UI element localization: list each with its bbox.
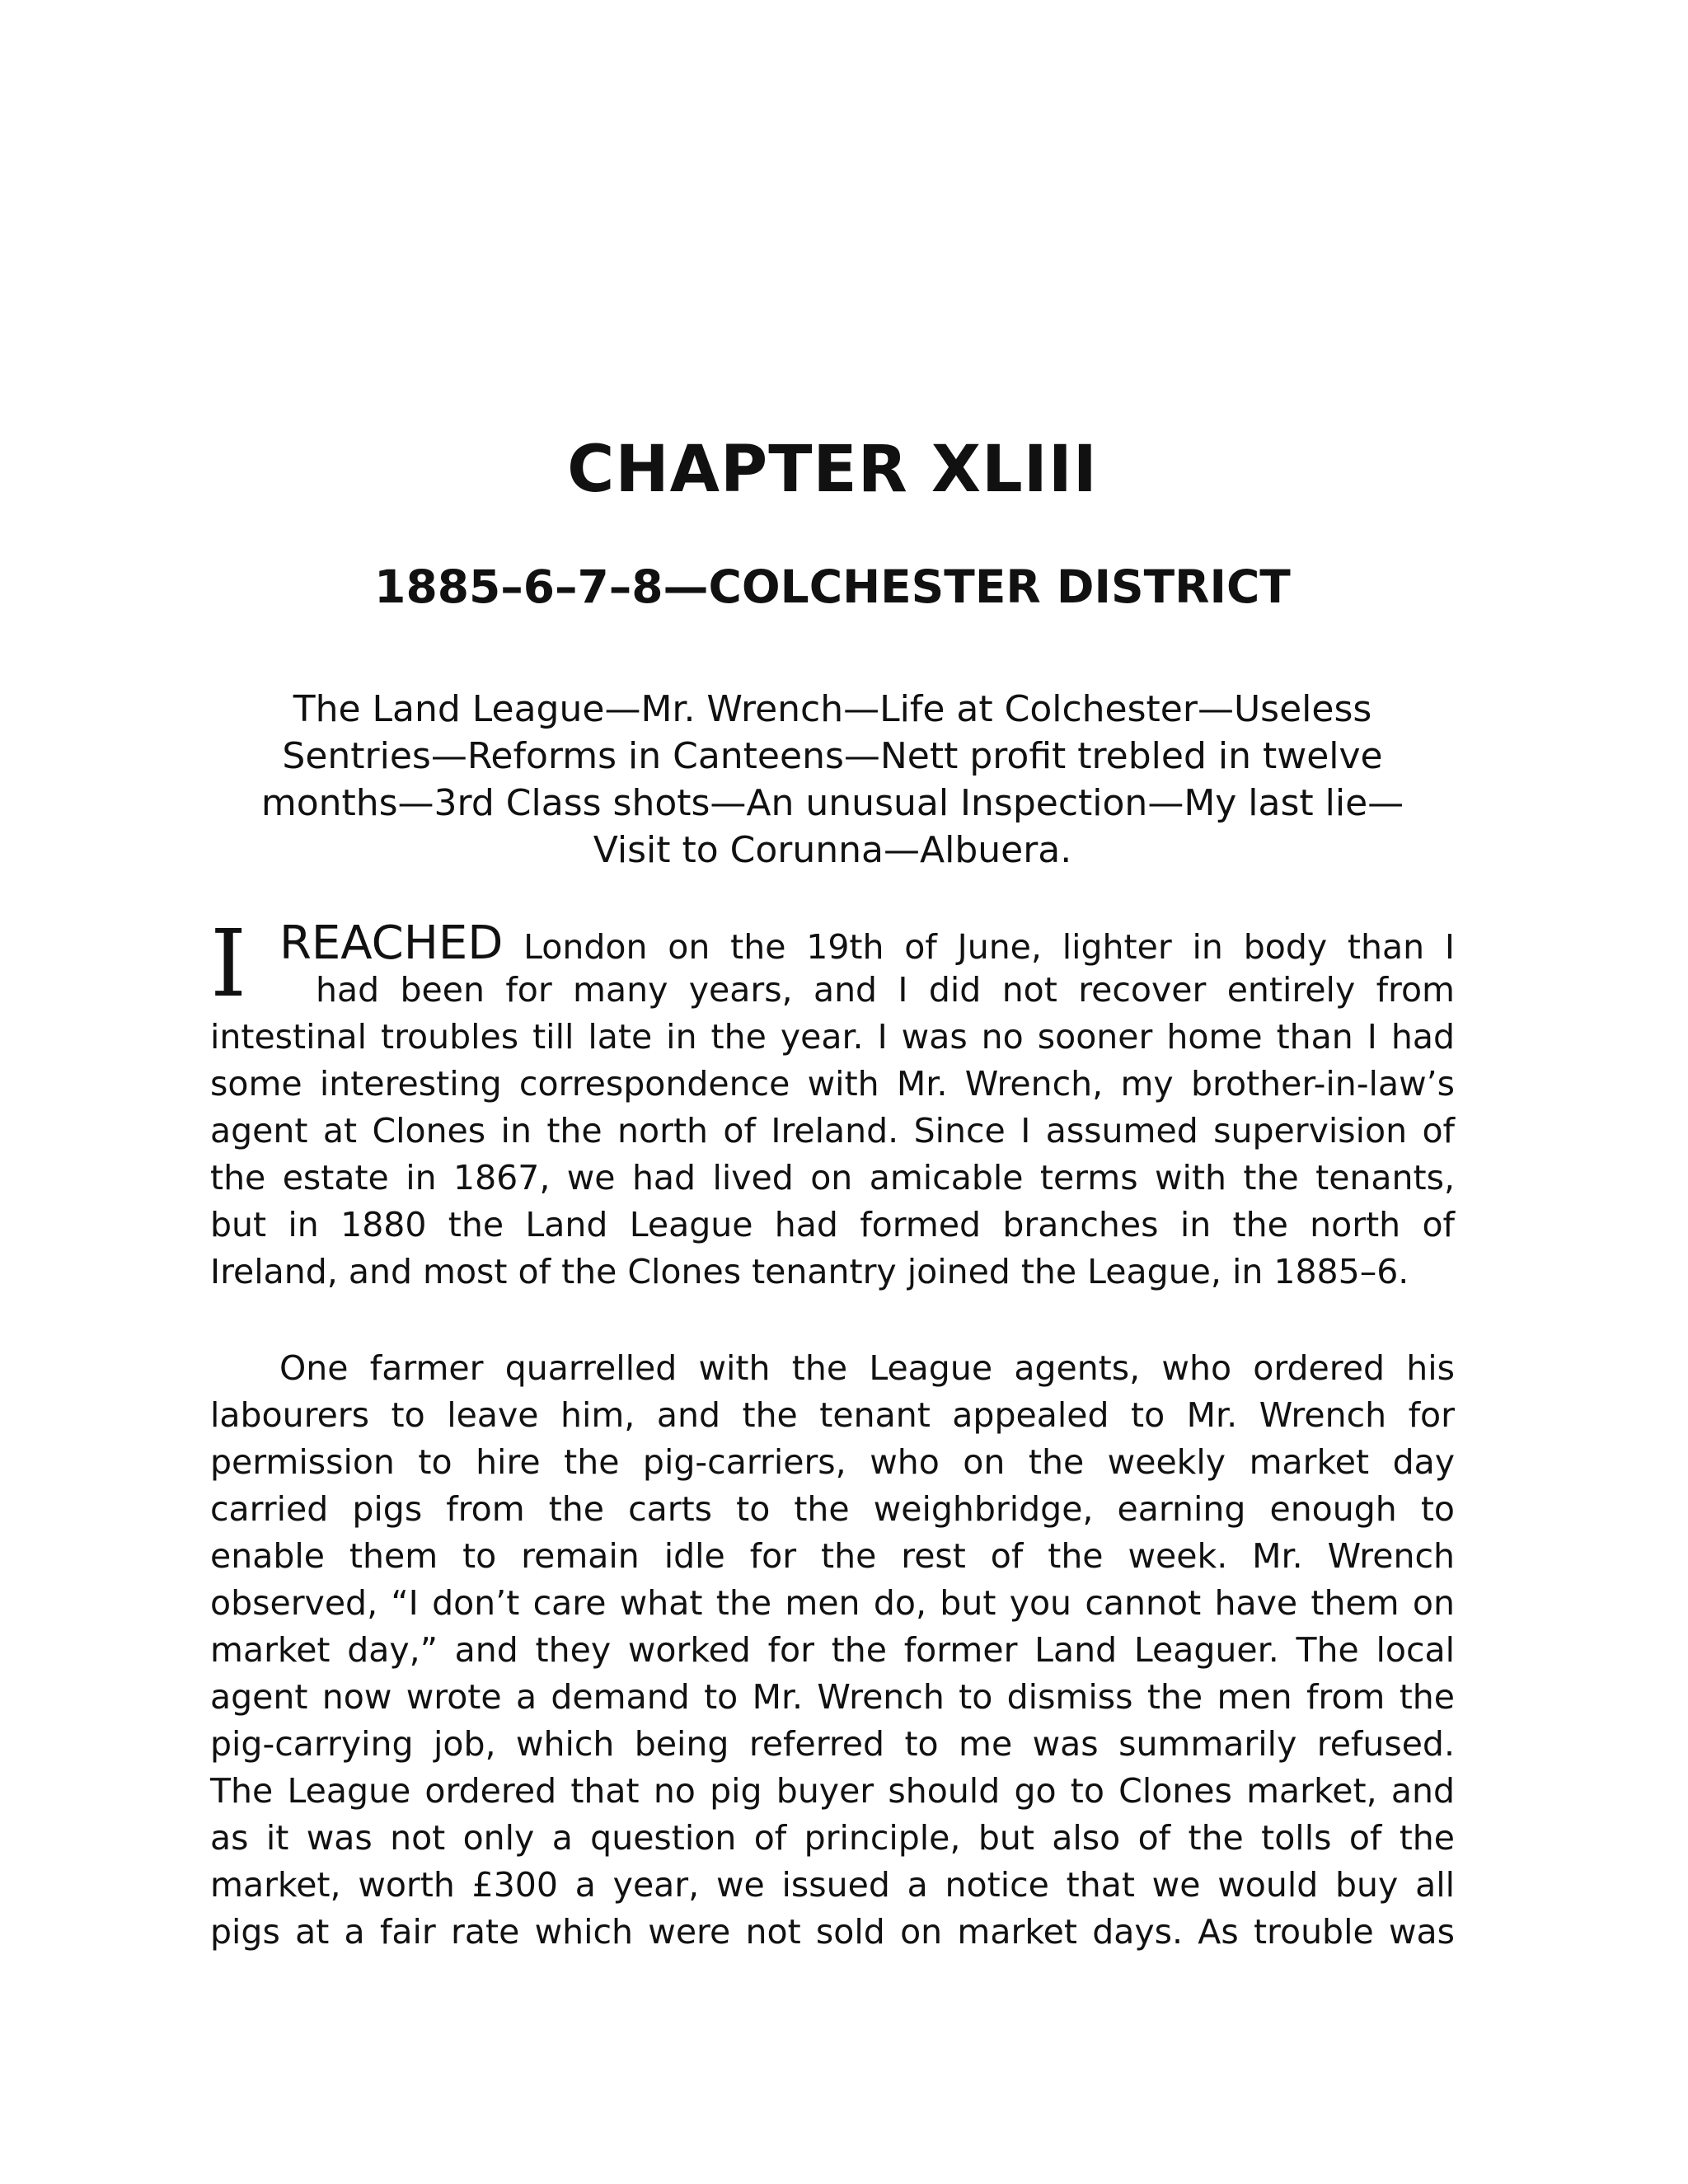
paragraph-line: had been for many years, and I did not recover entirely from (316, 970, 1455, 1010)
paragraph-line: agent at Clones in the north of Ireland. Since I assumed supervision of (210, 1111, 1455, 1151)
paragraph-line: Ireland, and most of the Clones tenantry joined the League, in 1885–6. (210, 1252, 1409, 1291)
chapter-subtitle: 1885–6–7–8—COLCHESTER DISTRICT (374, 560, 1291, 613)
chapter-title: CHAPTER XLIII (567, 433, 1098, 507)
paragraph-line: some interesting correspondence with Mr. Wrench, my brother-in-law’s (210, 1064, 1455, 1104)
synopsis-line: months—3rd Class shots—An unusual Inspection—My last lie— (260, 782, 1404, 824)
paragraph-line: but in 1880 the Land League had formed branches in the north of (210, 1205, 1455, 1244)
paragraph-line: carried pigs from the carts to the weighbridge, earning enough to (210, 1489, 1455, 1529)
paragraph-line: observed, “I don’t care what the men do, but you cannot have them on (210, 1583, 1455, 1623)
paragraph-line: labourers to leave him, and the tenant appealed to Mr. Wrench for (210, 1395, 1455, 1435)
paragraph-line: pigs at a fair rate which were not sold on market days. As trouble was (210, 1912, 1455, 1952)
paragraph-line: permission to hire the pig-carriers, who on the weekly market day (210, 1442, 1455, 1482)
paragraph-line (210, 916, 1455, 970)
paragraph-line: as it was not only a question of principle, but also of the tolls of the (210, 1818, 1455, 1858)
paragraph-line: pig-carrying job, which being referred to me was summarily refused. (210, 1724, 1455, 1764)
paragraph-1 (210, 916, 1455, 1296)
paragraph-line: agent now wrote a demand to Mr. Wrench to dismiss the men from the (210, 1677, 1455, 1717)
paragraph-line-text: London on the 19th of June, lighter in body than I (503, 927, 1455, 967)
drop-cap: I (210, 911, 247, 1018)
book-page (210, 0, 1455, 2184)
lead-word: REACHED (279, 916, 504, 970)
paragraph-line: intestinal troubles till late in the year. I was no sooner home than I had (210, 1017, 1455, 1057)
paragraph-line: One farmer quarrelled with the League agents, who ordered his (279, 1348, 1455, 1388)
synopsis-line: Sentries—Reforms in Canteens—Nett profit trebled in twelve (282, 735, 1383, 777)
synopsis-line: The Land League—Mr. Wrench—Life at Colchester—Useless (293, 688, 1372, 730)
paragraph-2 (210, 1345, 1455, 1956)
paragraph-line: market, worth £300 a year, we issued a notice that we would buy all (210, 1865, 1455, 1905)
paragraph-line: the estate in 1867, we had lived on amicable terms with the tenants, (210, 1158, 1455, 1197)
paragraph-line: The League ordered that no pig buyer should go to Clones market, and (210, 1771, 1455, 1811)
paragraph-line: enable them to remain idle for the rest of the week. Mr. Wrench (210, 1536, 1455, 1576)
paragraph-line: market day,” and they worked for the former Land Leaguer. The local (210, 1630, 1455, 1670)
chapter-synopsis (260, 686, 1405, 874)
synopsis-line: Visit to Corunna—Albuera. (593, 829, 1072, 871)
